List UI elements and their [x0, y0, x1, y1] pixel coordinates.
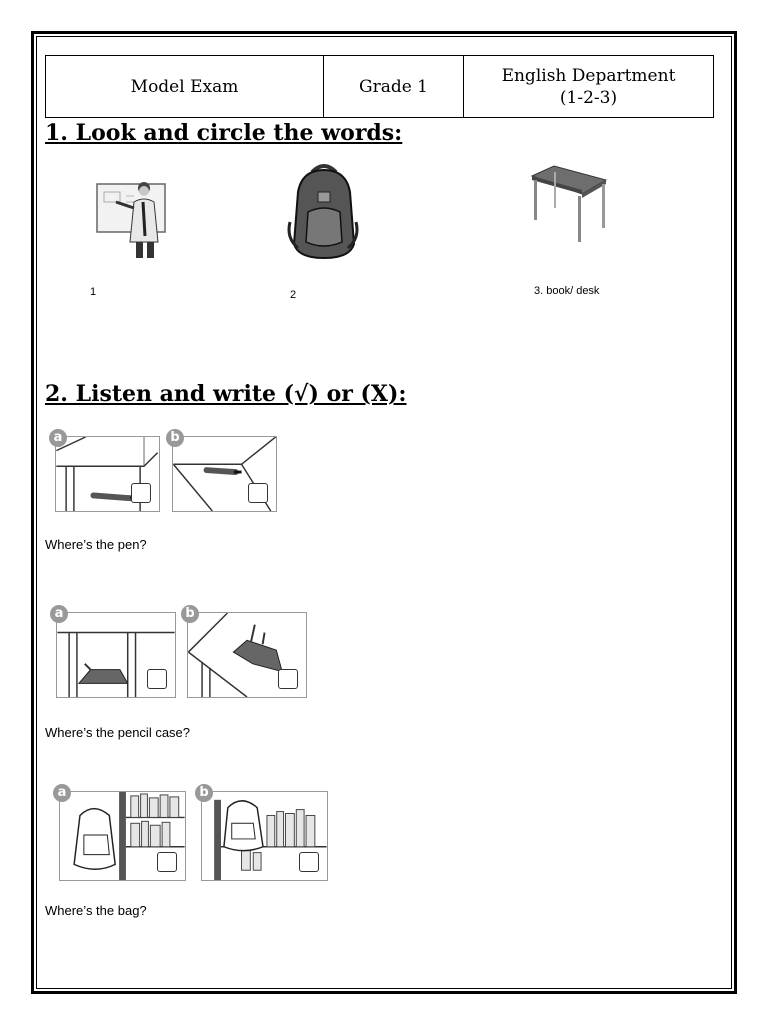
q1-option-b[interactable]: b	[172, 436, 277, 512]
q1-option-a[interactable]: a	[55, 436, 160, 512]
q2-option-b[interactable]: b	[187, 612, 307, 698]
item-1-caption: 1	[90, 286, 97, 298]
question-1: Where’s the pen?	[45, 537, 147, 552]
section1-title: 1. Look and circle the words:	[45, 120, 403, 146]
q2-option-a[interactable]: a	[56, 612, 176, 698]
grade-label: Grade 1	[324, 56, 464, 118]
section2-title: 2. Listen and write (√) or (X):	[45, 381, 407, 407]
q1-b-answer-box[interactable]	[248, 483, 268, 503]
q2-a-answer-box[interactable]	[147, 669, 167, 689]
exam-header-table	[45, 55, 714, 118]
question-2: Where’s the pencil case?	[45, 725, 191, 740]
department-name: English Department	[501, 65, 676, 86]
question-3: Where’s the bag?	[45, 903, 147, 918]
backpack-icon	[284, 162, 364, 264]
q3-option-a[interactable]: a	[59, 791, 186, 881]
exam-title: Model Exam	[46, 56, 324, 118]
teacher-icon	[96, 178, 168, 260]
q3-a-answer-box[interactable]	[157, 852, 177, 872]
item-2-caption: 2	[290, 289, 297, 301]
q3-option-b[interactable]: b	[201, 791, 328, 881]
q2-b-answer-box[interactable]	[278, 669, 298, 689]
q1-a-answer-box[interactable]	[131, 483, 151, 503]
department-cell	[464, 56, 714, 118]
department-classes: (1-2-3)	[559, 87, 618, 108]
desk-icon	[528, 162, 610, 246]
q3-b-answer-box[interactable]	[299, 852, 319, 872]
item-3-caption: 3. book/ desk	[534, 285, 600, 297]
